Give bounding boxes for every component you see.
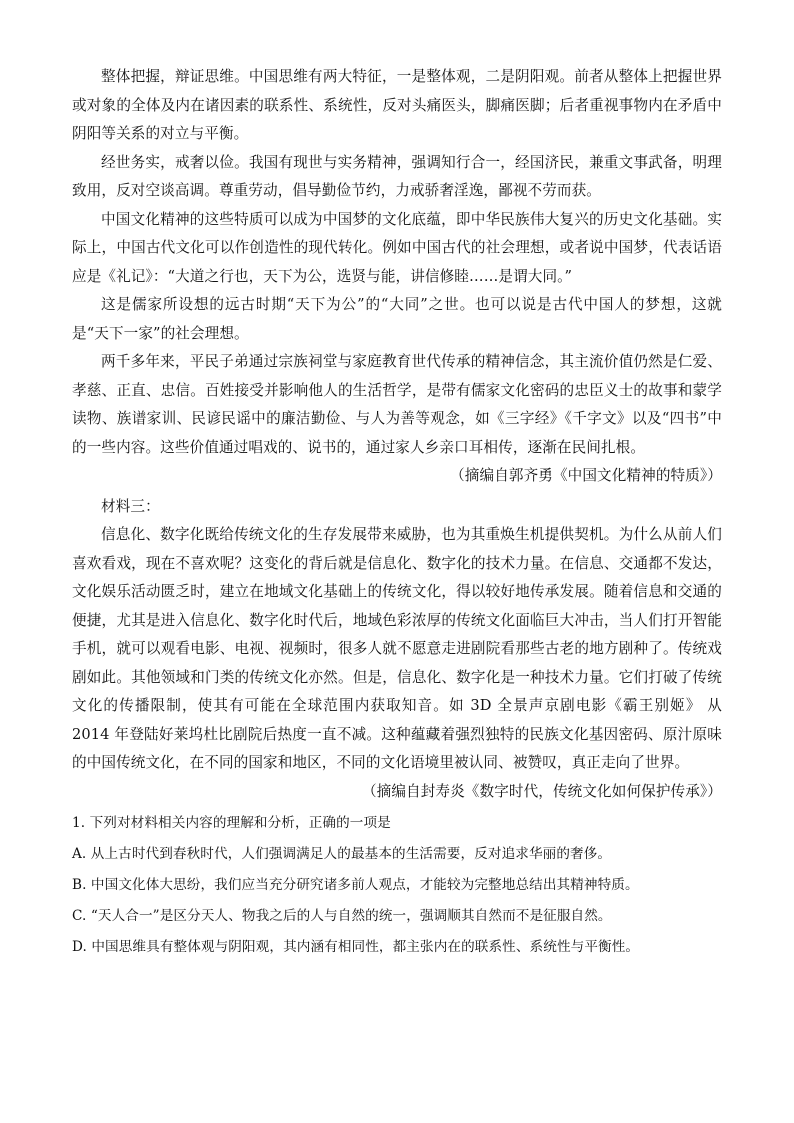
paragraph-great-harmony: 这是儒家所设想的远古时期“天下为公”的“大同”之世。也可以说是古代中国人的梦想，这就是“天下一家”的社会理想。 [72, 296, 722, 342]
paragraph-practical-frugal: 经世务实，戒奢以俭。我国有现世与实务精神，强调知行合一，经国济民，兼重文事武备，明理致用，反对空谈高调。尊重劳动，倡导勤俭节约，力戒骄奢淫逸，鄙视不劳而获。 [72, 153, 722, 199]
question-option-b[interactable]: B. 中国文化体大思纷，我们应当充分研究诸多前人观点，才能较为完整地总结出其精神特质。 [72, 877, 639, 893]
exam-page [72, 63, 722, 963]
question-stem: 1. 下列对材料相关内容的理解和分析，正确的一项是 [72, 815, 391, 831]
material-two-continued [72, 63, 722, 491]
material-two-source: （摘编自郭齐勇《中国文化精神的特质》） [450, 467, 722, 484]
question-option-c[interactable]: C. “天人合一”是区分天人、物我之后的人与自然的统一，强调顺其自然而不是征服自然。 [72, 908, 612, 924]
paragraph-holistic-thinking: 整体把握，辩证思维。中国思维有两大特征，一是整体观，二是阴阳观。前者从整体上把握世界或对象的全体及内在诸因素的联系性、系统性，反对头痛医头，脚痛医脚；后者重视事物内在矛盾中阴阳等关系的对立与平衡。 [72, 68, 722, 142]
question-one [72, 808, 722, 963]
paragraph-digital-culture: 信息化、数字化既给传统文化的生存发展带来威胁，也为其重焕生机提供契机。为什么从前人们喜欢看戏，现在不喜欢呢？这变化的背后就是信息化、数字化的技术力量。在信息、交通都不发达，文化娱乐活动匮乏时，建立在地域文化基础上的传统文化，得以较好地传承发展。随着信息和交通的便捷，尤其是进入信息化、数字化时代后，地域色彩浓厚的传统文化面临巨大冲击，当人们打开智能手机，就可以观看电影、电视、视频时，很多人就不愿意走进剧院看那些古老的地方剧种了。传统戏剧如此。其他领域和门类的传统文化亦然。但是，信息化、数字化是一种技术力量。它们打破了传统文化的传播限制，使其有可能在全球范围内获取知音。如 3D 全景声京剧电影《霸王别姬》 从 2014 年登陆好莱坞杜比剧院后热度一直不减。这种蕴藏着强烈独特的民族文化基因密码、原汁原味的中国传统文化，在不同的国家和地区，不同的文化语境里被认同、被赞叹，真正走向了世界。 [72, 526, 722, 771]
paragraph-folk-inheritance: 两千多年来，平民子弟通过宗族祠堂与家庭教育世代传承的精神信念，其主流价值仍然是仁爱、孝慈、正直、忠信。百姓接受并影响他人的生活哲学，是带有儒家文化密码的忠臣义士的故事和蒙学读物、族谱家训、民谚民谣中的廉洁勤俭、与人为善等观念，如《三字经》《千字文》以及“四书”中的一些内容。这些价值通过唱戏的、说书的，通过家人乡亲口耳相传，逐渐在民间扎根。 [72, 353, 722, 456]
material-three-title: 材料三： [101, 497, 160, 515]
paragraph-chinese-dream: 中国文化精神的这些特质可以成为中国梦的文化底蕴，即中华民族伟大复兴的历史文化基础。实际上，中国古代文化可以作创造性的现代转化。例如中国古代的社会理想，或者说中国梦，代表话语应是《礼记》：“大道之行也，天下为公，选贤与能，讲信修睦……是谓大同。” [72, 210, 722, 285]
question-option-d[interactable]: D. 中国思维具有整体观与阴阳观，其内涵有相同性，都主张内在的联系性、系统性与平衡性。 [72, 939, 640, 955]
question-option-a[interactable]: A. 从上古时代到春秋时代，人们强调满足人的最基本的生活需要，反对追求华丽的奢侈。 [72, 846, 612, 862]
material-three [72, 493, 722, 807]
material-three-source: （摘编自封寿炎《数字时代，传统文化如何保护传承》） [361, 782, 722, 800]
